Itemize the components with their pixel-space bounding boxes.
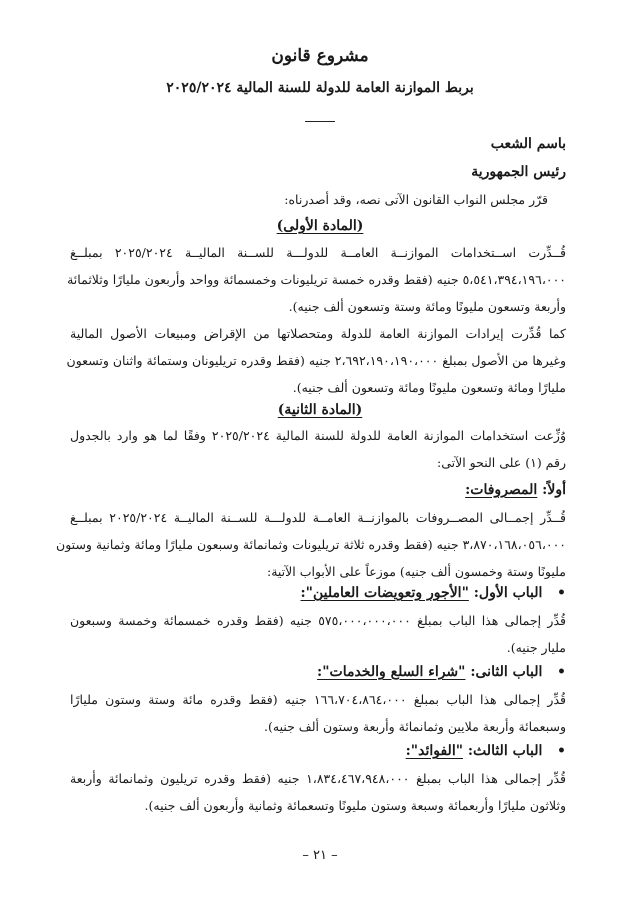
chapter3-label: الباب الثالث: — [463, 743, 543, 759]
expenditures-heading — [465, 482, 566, 498]
chapter2-name: "شراء السلع والخدمات": — [317, 664, 466, 680]
expenditures-p1-line3: مليونًا وستة وخمسون ألف جنيه) موزعاً على الأبواب الآتية: — [267, 564, 566, 579]
chapter1-heading — [301, 585, 566, 601]
article1-p1-line3: وأربعة وتسعون مليونًا ومائة وستة وتسعون ألف جنيه). — [288, 299, 566, 314]
in-the-name-heading: باسم الشعب — [490, 136, 566, 152]
article1-p2-line2: وغيرها من الأصول بمبلغ ٢،٦٩٢،١٩٠،١٩٠،٠٠٠ جنيه (فقط وقدره تريليونان وستمائة واثنان وتسعون — [66, 353, 566, 368]
expenditures-heading-prefix: أولاً: — [537, 482, 566, 498]
chapter2-line1: قُدِّر إجمالى هذا الباب بمبلغ ١٦٦،٧٠٤،٨٦٤،٠٠٠ جنيه (فقط وقدره مائة وستة وستون مليارًا — [70, 692, 567, 707]
chapter2-bullet: • — [557, 664, 566, 680]
chapter1-label: الباب الأول: — [468, 585, 543, 601]
article2-p1-line1: وُزِّعت استخدامات الموازنة العامة للدولة للسنة المالية ٢٠٢٥/٢٠٢٤ وفقًا لما هو وارد بالجدول — [70, 428, 566, 443]
chapter3-bullet: • — [557, 743, 566, 759]
article2-heading — [0, 402, 640, 418]
president-heading: رئيس الجمهورية — [471, 164, 566, 180]
expenditures-p1-line1: قُــدِّر إجمــالى المصــروفات بالموازنــة العامــة للدولـــة للســنة الماليــة ٢٠٢٥/٢٠٢٤ بمبلــغ — [70, 510, 566, 525]
page-number: – ٢١ – — [302, 848, 338, 863]
chapter1-bullet: • — [557, 585, 566, 601]
document-subtitle: بربط الموازنة العامة للدولة للسنة المالية ٢٠٢٥/٢٠٢٤ — [166, 80, 474, 96]
expenditures-p1-line2: ٣،٨٧٠،١٦٨،٠٥٦،٠٠٠ جنيه (فقط وقدره ثلاثة تريليونات وثمانمائة وسبعون مليارًا ومائة وثمانية وستون — [56, 537, 566, 552]
chapter3-name: "الفوائد": — [405, 743, 464, 759]
chapter3-heading — [406, 743, 566, 759]
article1-heading-text: (المادة الأولى) — [276, 218, 364, 234]
article1-p1-line2: ٥،٥٤١،٣٩٤،١٩٦،٠٠٠ جنيه (فقط وقدره خمسة تريليونات وخمسمائة وواحد وأربعون مليارًا وثلاثمائة — [67, 272, 566, 287]
chapter1-line2: مليار جنيه). — [506, 640, 566, 655]
article2-p1-line2: رقم (١) على النحو الآتى: — [436, 455, 566, 470]
chapter2-heading — [317, 664, 566, 680]
document-title: مشروع قانون — [271, 46, 369, 66]
chapter2-line2: وسبعمائة وأربعة ملايين وثمانمائة وأربعة وستون ألف جنيه). — [264, 719, 566, 734]
chapter1-name: "الأجور وتعويضات العاملين": — [300, 585, 469, 601]
chapter2-label: الباب الثانى: — [465, 664, 543, 680]
preamble: قرّر مجلس النواب القانون الآتى نصه، وقد أصدرناه: — [284, 192, 548, 207]
chapter1-line1: قُدِّر إجمالى هذا الباب بمبلغ ٥٧٥،٠٠٠،٠٠٠،٠٠٠ جنيه (فقط وقدره خمسمائة وخمسة وسبعون — [70, 613, 566, 628]
article1-p1-line1: قُــدِّرت اســتخدامات الموازنــة العامــة للدولـــة للســنة الماليــة ٢٠٢٥/٢٠٢٤ بمبلــغ — [70, 245, 566, 260]
title-divider — [305, 121, 335, 122]
expenditures-heading-text: المصروفات: — [465, 482, 538, 498]
article1-heading — [0, 218, 640, 234]
article2-heading-text: (المادة الثانية) — [277, 402, 363, 418]
article1-p2-line1: كما قُدِّرت إيرادات الموازنة العامة للدولة ومتحصلاتها من الإقراض ومبيعات الأصول المالية — [70, 326, 566, 341]
chapter3-line2: وثلاثون مليارًا وأربعمائة وسبعة وستون مليونًا وتسعمائة وثمانية وأربعون ألف جنيه). — [144, 798, 566, 813]
article1-p2-line3: مليارًا ومائة وتسعون مليونًا ومائة وتسعون ألف جنيه). — [292, 380, 566, 395]
chapter3-line1: قُدِّر إجمالى هذا الباب بمبلغ ١،٨٣٤،٤٦٧،٩٤٨،٠٠٠ جنيه (فقط وقدره تريليون وثمانمائة وأربعة — [70, 771, 566, 786]
